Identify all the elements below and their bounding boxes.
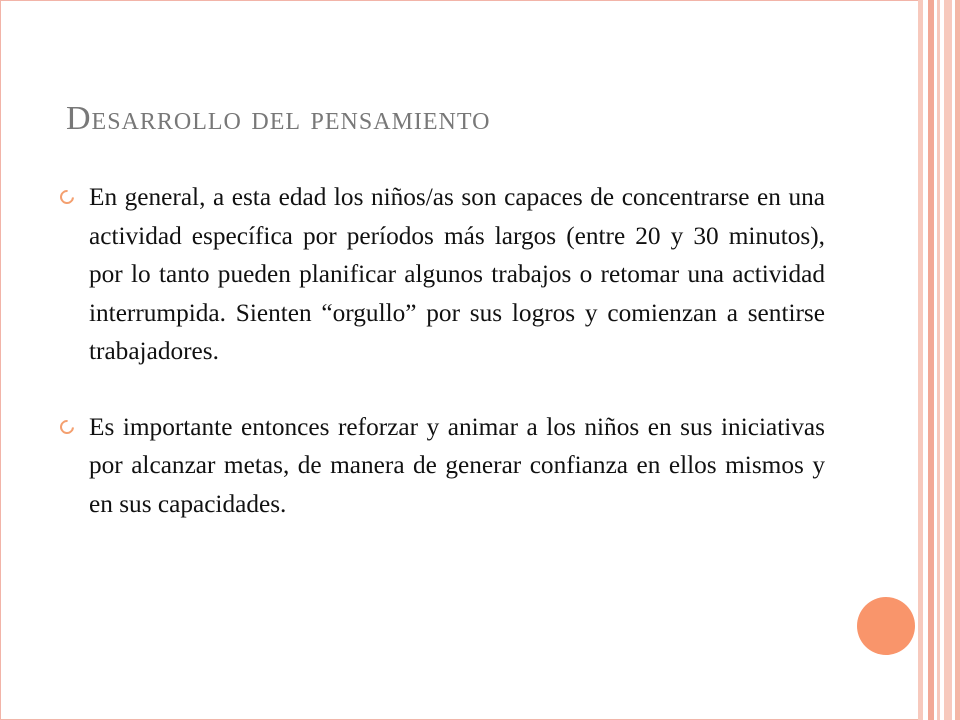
orange-circle-decoration bbox=[857, 597, 915, 655]
open-circle-bullet-icon bbox=[57, 417, 77, 437]
bullet-text: En general, a esta edad los niños/as son capaces de concentrarse en una actividad específica por períodos más largos (entre 20 y 30 minutos), por lo tanto pueden planificar algunos trabajos o retomar una actividad interrumpida. Sienten “orgullo” por sus logros y comienzan a sentirse trabajadores. bbox=[89, 183, 825, 365]
slide-body bbox=[60, 178, 825, 523]
right-stripe-4 bbox=[944, 0, 952, 720]
bullet-text: Es importante entonces reforzar y animar a los niños en sus iniciativas por alcanzar metas, de manera de generar confianza en ellos mismos y en sus capacidades. bbox=[89, 412, 825, 518]
right-stripe-5 bbox=[955, 0, 960, 720]
open-circle-bullet-icon bbox=[57, 187, 77, 207]
bullet-item bbox=[60, 178, 825, 371]
right-stripe-2 bbox=[928, 0, 934, 720]
right-stripe-1 bbox=[918, 0, 923, 720]
bullet-item bbox=[60, 408, 825, 524]
slide-title: Desarrollo del pensamiento bbox=[66, 100, 491, 137]
right-stripe-3 bbox=[937, 0, 940, 720]
